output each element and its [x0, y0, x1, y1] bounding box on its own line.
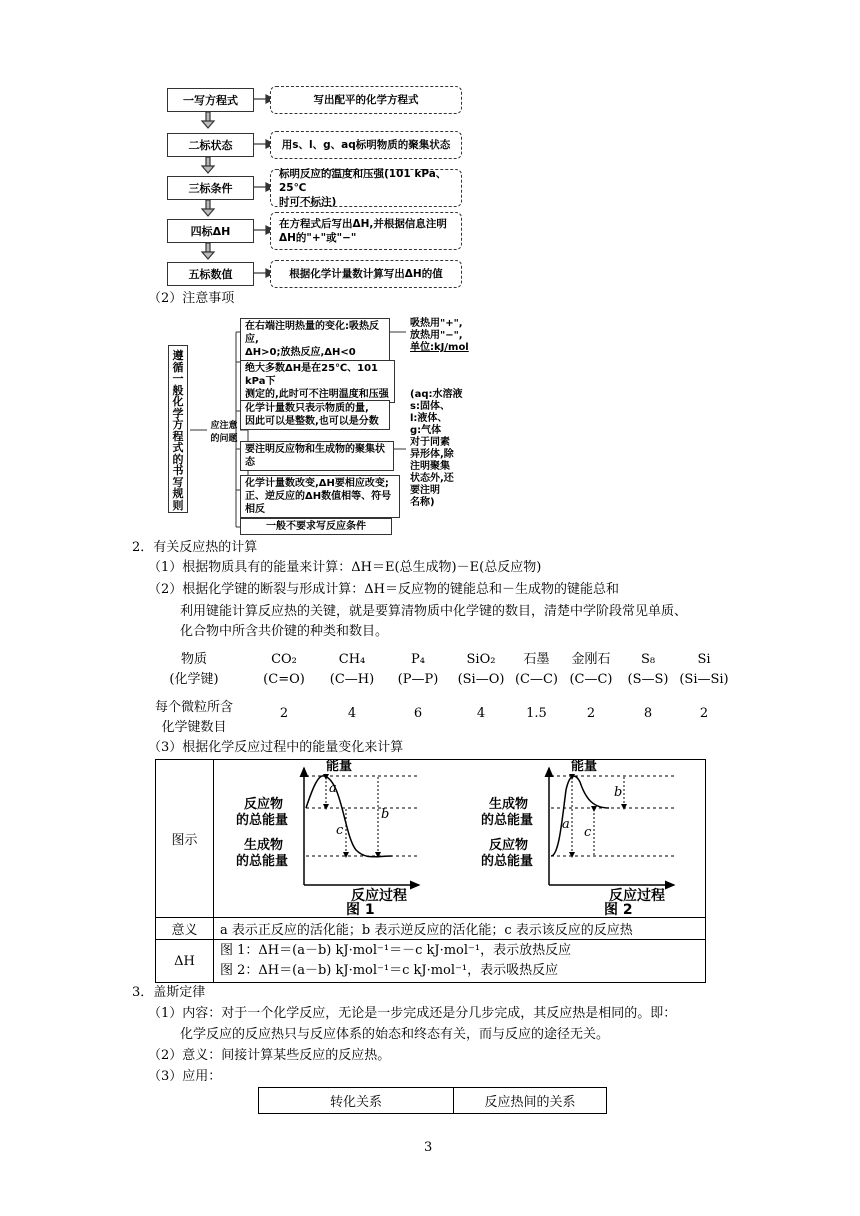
rule-item-5-line2: 正、逆反应的ΔH数值相等、符号相反 [245, 491, 392, 515]
flow-step-2 [167, 133, 254, 157]
bonds-substance: Si [697, 652, 711, 667]
bonds-col [320, 650, 384, 690]
side2-line-10: 名称) [410, 497, 435, 508]
side1-line-1: 吸热用"+", [410, 318, 463, 329]
hess-header-relation: 反应热间的关系 [454, 1088, 607, 1114]
bonds-bond: (P—P) [397, 672, 439, 687]
flow-desc-4 [270, 212, 462, 250]
section2-title: 2．有关反应热的计算 [132, 540, 258, 555]
flow-desc-1 [270, 86, 462, 114]
bonds-col [384, 650, 452, 690]
bonds-substance: P₄ [411, 652, 425, 667]
energy-row-dh-text [214, 940, 706, 983]
rules-side-note-2 [410, 389, 462, 509]
rule-item-1-line2: ΔH>0;放热反应,ΔH<0 [245, 347, 356, 358]
bonds-row-label [140, 690, 248, 738]
bonds-col [677, 650, 731, 690]
rule-item-2-line1: 绝大多数ΔH是在25℃、101 kPa下 [245, 363, 379, 387]
fig2-curve [551, 776, 609, 856]
bonds-col [563, 650, 619, 690]
section2-p3: （3）根据化学反应过程中的能量变化来计算 [148, 740, 404, 755]
bonds-count: 4 [347, 706, 357, 721]
fig2-xlabel: 反应过程 [609, 888, 665, 904]
section3-p1b: 化学反应的反应热只与反应体系的始态和终态有关，而与反应的途径无关。 [180, 1027, 610, 1042]
bonds-bond: (Si—O) [457, 672, 505, 687]
rule-item-5-line1: 化学计量数改变,ΔH要相应改变; [245, 478, 389, 489]
figure-1 [236, 760, 419, 917]
section3-p1: （1）内容：对于一个化学反应，无论是一步完成还是分几步完成，其反应热是相同的。即： [148, 1006, 677, 1021]
fig2-label1b: 的总能量 [481, 813, 534, 828]
flow-desc-1-text: 写出配平的化学方程式 [313, 94, 419, 106]
flow-step-3-label: 三标条件 [188, 182, 233, 195]
flow-step-4-label: 四标ΔH [190, 225, 231, 238]
flow-desc-4-line1: 在方程式后写出ΔH,并根据信息注明 [279, 218, 447, 230]
bonds-count: 2 [699, 706, 709, 721]
bonds-substance: CO₂ [271, 652, 297, 667]
energy-dh-line1: 图 1：ΔH＝(a－b) kJ·mol⁻¹＝－c kJ·mol⁻¹，表示放热反应 [220, 943, 572, 958]
section2-p2b: 利用键能计算反应热的关键，就是要算清物质中化学键的数目，清楚中学阶段常见单质、 [180, 604, 688, 619]
rule-item-2-line2: 测定的,此时可不注明温度和压强 [245, 389, 389, 400]
flow-step-1 [167, 88, 254, 112]
flow-desc-4-line2: ΔH的"+"或"−" [279, 232, 357, 244]
fig1-b-label: b [381, 807, 390, 822]
rule-item-4 [240, 441, 394, 471]
energy-table [155, 759, 706, 983]
fig1-curve [306, 776, 392, 857]
bonds-count: 4 [476, 706, 486, 721]
fig1-label1a: 反应物 [244, 797, 284, 812]
flow-desc-3-line2: 时可不标注) [279, 196, 337, 208]
fig2-label2b: 的总能量 [481, 854, 534, 869]
bonds-header-2: (化学键) [169, 672, 219, 687]
rule-item-3-line1: 化学计量数只表示物质的量, [245, 403, 369, 414]
energy-dh-line2: 图 2：ΔH＝(a－b) kJ·mol⁻¹＝c kJ·mol⁻¹，表示吸热反应 [220, 963, 559, 978]
flow-desc-5 [270, 260, 462, 288]
bonds-col [510, 650, 563, 690]
bonds-substance: SiO₂ [466, 652, 496, 667]
flow-step-5-label: 五标数值 [188, 268, 233, 281]
bonds-row-label-1: 每个微粒所含 [154, 700, 233, 715]
fig1-xlabel: 反应过程 [351, 888, 407, 904]
bonds-count: 1.5 [526, 706, 547, 721]
energy-row-dh-label: ΔH [156, 940, 214, 983]
rule-item-2 [240, 360, 395, 403]
side1-line-2: 放热用"−", [410, 330, 463, 341]
flow-desc-2 [270, 131, 462, 159]
flow-desc-3 [270, 169, 462, 207]
section2-p2c: 化合物中所含共价键的种类和数目。 [180, 624, 389, 639]
energy-figures-cell [214, 760, 706, 918]
fig2-a-label: a [562, 817, 570, 832]
figure-2 [481, 760, 674, 917]
flow-desc-3-line1: 标明反应的温度和压强(101 kPa、25℃ [279, 168, 447, 194]
fig2-c-label: c [584, 825, 592, 840]
bonds-bond: (C—H) [329, 672, 375, 687]
bonds-bond: (S—S) [627, 672, 669, 687]
rules-side-note-1 [410, 318, 469, 354]
hess-table [258, 1087, 607, 1114]
side2-line-4: g:气体 [410, 425, 442, 436]
fig2-label2a: 反应物 [489, 838, 529, 853]
rule-item-5 [240, 475, 400, 518]
notes-heading: （2）注意事项 [148, 291, 235, 306]
flow-step-3 [167, 176, 254, 200]
bonds-bond: (C—C) [514, 672, 559, 687]
bonds-substance: 金刚石 [571, 652, 611, 667]
rule-item-3-line2: 因此可以是整数,也可以是分数 [245, 416, 379, 427]
bonds-substance: S₈ [640, 652, 656, 667]
energy-row-meaning-text: a 表示正反应的活化能；b 表示逆反应的活化能；c 表示该反应的反应热 [214, 918, 706, 940]
fig2-b-label: b [614, 785, 623, 800]
fig1-label1b: 的总能量 [236, 813, 289, 828]
rule-item-1-line1: 在右端注明热量的变化:吸热反应, [245, 321, 379, 345]
flow-step-1-label: 一写方程式 [183, 94, 238, 107]
bonds-count: 2 [586, 706, 596, 721]
flow-desc-5-text: 根据化学计量数计算写出ΔH的值 [289, 268, 443, 280]
fig2-caption: 图 2 [604, 902, 633, 917]
bonds-row-label-2: 化学键数目 [161, 720, 227, 735]
bonds-table [140, 650, 731, 738]
fig1-label2b: 的总能量 [236, 854, 289, 869]
rules-center-label: 应注意的问题 [210, 421, 238, 444]
side1-line-3: 单位:kJ/mol [410, 342, 469, 353]
side2-line-9: 要注明 [410, 485, 440, 496]
side2-line-2: s:固体、 [410, 401, 450, 412]
energy-figures [214, 760, 705, 917]
bonds-header [140, 650, 248, 690]
fig2-label1a: 生成物 [489, 797, 529, 812]
side2-line-5: 对于同素 [410, 437, 450, 448]
bonds-count: 6 [413, 706, 423, 721]
fig1-c-label: c [336, 823, 344, 838]
fig1-caption: 图 1 [346, 902, 375, 917]
fig1-ylabel: 能量 [326, 760, 353, 774]
flow-step-5 [167, 262, 254, 286]
flow-desc-2-text: 用s、l、g、aq标明物质的聚集状态 [281, 139, 451, 151]
rule-item-4-line1: 要注明反应物和生成物的聚集状态 [245, 444, 385, 468]
bonds-count: 8 [643, 706, 653, 721]
side2-line-6: 异形体,除 [410, 449, 454, 460]
side2-line-3: l:液体、 [410, 413, 448, 424]
hess-header-conversion: 转化关系 [259, 1088, 454, 1114]
energy-row-meaning-label: 意义 [156, 918, 214, 940]
page-number: 3 [424, 1140, 433, 1155]
bonds-bond: (C—C) [569, 672, 613, 687]
rules-vertical-title: 遵循一般化学方程式的书写规则 [168, 345, 188, 513]
rule-item-1 [240, 318, 390, 361]
section3-title: 3．盖斯定律 [132, 985, 206, 1000]
rule-item-6 [240, 518, 392, 535]
rule-item-6-line1: 一般不要求写反应条件 [266, 521, 366, 532]
side2-line-1: (aq:水溶液 [410, 389, 463, 400]
fig1-a-label: a [329, 781, 337, 796]
bonds-substance: 石墨 [523, 652, 550, 667]
bonds-col [619, 650, 677, 690]
bonds-substance: CH₄ [338, 652, 366, 667]
bonds-bond: (C=O) [263, 672, 305, 687]
fig1-label2a: 生成物 [244, 838, 284, 853]
fig2-ylabel: 能量 [571, 760, 598, 774]
flow-step-4 [167, 219, 254, 243]
section3-p2: （2）意义：间接计算某些反应的反应热。 [148, 1048, 391, 1063]
bonds-header-1: 物质 [180, 652, 207, 667]
side2-line-8: 状态外,还 [410, 473, 454, 484]
bonds-col [452, 650, 510, 690]
section2-p1: （1）根据物质具有的能量来计算：ΔH＝E(总生成物)－E(总反应物) [148, 560, 542, 575]
section3-p3: （3）应用： [148, 1069, 222, 1084]
side2-line-7: 注明聚集 [410, 461, 450, 472]
section2-p2: （2）根据化学键的断裂与形成计算：ΔH＝反应物的键能总和－生成物的键能总和 [148, 582, 619, 597]
bonds-count: 2 [279, 706, 289, 721]
energy-row-figure-label: 图示 [156, 760, 214, 918]
bonds-bond: (Si—Si) [679, 672, 729, 687]
bonds-col [248, 650, 320, 690]
flow-step-2-label: 二标状态 [188, 139, 233, 152]
rule-item-3 [240, 400, 390, 430]
